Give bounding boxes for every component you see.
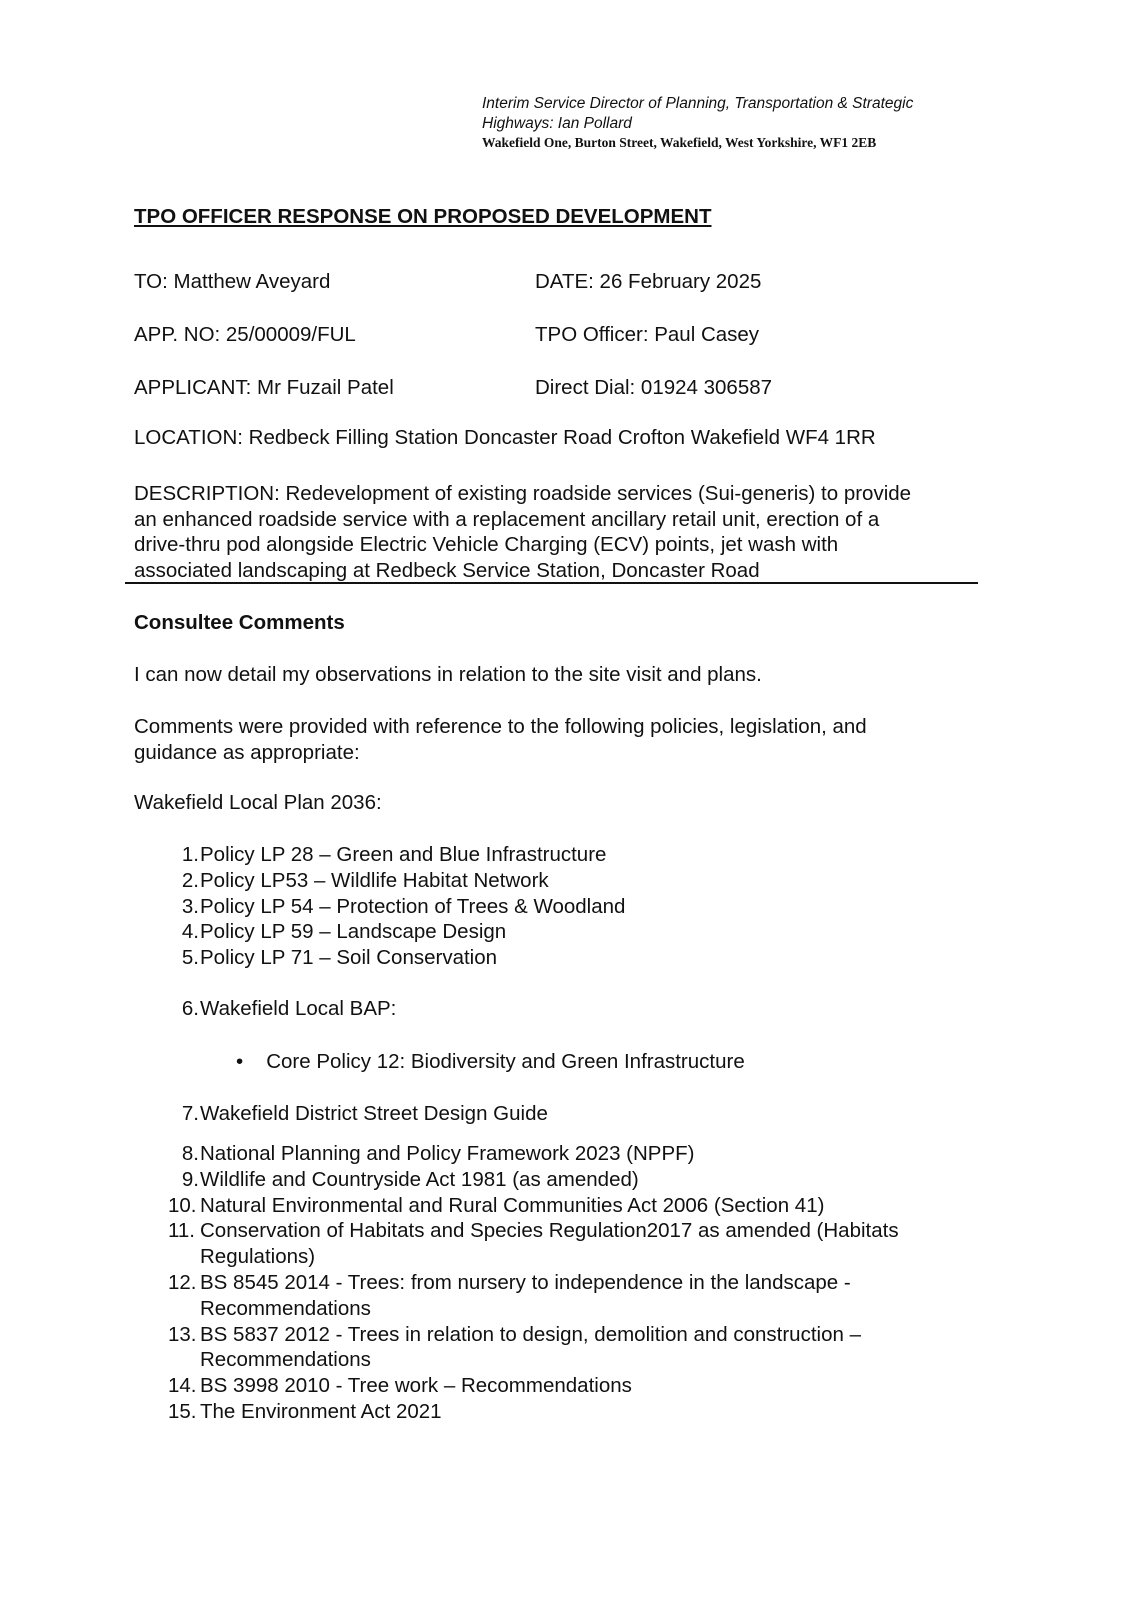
bullet-icon: • [236, 1050, 244, 1073]
list-number: 8. [181, 1142, 199, 1165]
paragraph-line: guidance as appropriate: [134, 740, 360, 764]
list-number: 7. [181, 1102, 199, 1125]
list-text [200, 1399, 442, 1425]
list-number: 6. [181, 997, 199, 1020]
list-text-line: Policy LP 54 – Protection of Trees & Woodland [200, 894, 626, 918]
description-line: DESCRIPTION: Redevelopment of existing roadside services (Sui-generis) to provide [134, 482, 912, 505]
list-item [134, 1167, 899, 1193]
list-text [200, 1218, 899, 1270]
list-number: 12. [168, 1270, 197, 1294]
list-item [134, 1218, 899, 1270]
header-director-name: Highways: Ian Pollard [482, 115, 632, 132]
list-text-line: Regulations) [200, 1245, 316, 1269]
list-text-line: BS 5837 2012 - Trees in relation to design, demolition and construction – [200, 1322, 861, 1346]
list-number: 1. [181, 843, 199, 866]
document-title: TPO OFFICER RESPONSE ON PROPOSED DEVELOPMENT [134, 205, 712, 228]
field-officer: TPO Officer: Paul Casey [535, 323, 760, 346]
list-item [134, 868, 625, 894]
list-item [134, 945, 625, 971]
policy-list-item-6 [134, 996, 396, 1022]
bullet-text: Core Policy 12: Biodiversity and Green Infrastructure [266, 1050, 745, 1073]
list-text [200, 945, 497, 971]
list-text-line: Policy LP 71 – Soil Conservation [200, 946, 498, 970]
list-text-line: BS 3998 2010 - Tree work – Recommendations [200, 1374, 632, 1398]
list-text-line: Policy LP 28 – Green and Blue Infrastructure [200, 843, 607, 866]
list-number: 10. [168, 1193, 197, 1217]
list-item [134, 1141, 899, 1167]
list-text [200, 919, 506, 945]
description-line: an enhanced roadside service with a replacement ancillary retail unit, erection of a [134, 507, 880, 531]
consultee-heading: Consultee Comments [134, 611, 345, 634]
field-direct-dial: Direct Dial: 01924 306587 [535, 376, 773, 399]
paragraph-line: Comments were provided with reference to the following policies, legislation, and [134, 715, 867, 738]
description-line: associated landscaping at Redbeck Service Station, Doncaster Road [134, 558, 760, 582]
list-number: 9. [181, 1167, 199, 1191]
field-applicant: APPLICANT: Mr Fuzail Patel [134, 376, 394, 399]
field-location: LOCATION: Redbeck Filling Station Doncaster Road Crofton Wakefield WF4 1RR [134, 426, 876, 449]
header-address: Wakefield One, Burton Street, Wakefield, West Yorkshire, WF1 2EB [482, 135, 877, 150]
list-number: 2. [181, 868, 199, 892]
list-text [200, 1141, 695, 1167]
list-text-line: Policy LP53 – Wildlife Habitat Network [200, 868, 549, 892]
list-number: 15. [168, 1399, 197, 1423]
list-text [200, 842, 606, 868]
list-item [134, 919, 625, 945]
policy-list-a [134, 842, 625, 971]
header-director: Interim Service Director of Planning, Transportation & Strategic [482, 95, 914, 112]
list-text-line: Policy LP 59 – Landscape Design [200, 920, 507, 944]
list-text-line: Recommendations [200, 1348, 371, 1372]
list-text [200, 1270, 851, 1322]
paragraph-observations: I can now detail my observations in relation to the site visit and plans. [134, 663, 762, 686]
list-text-line: BS 8545 2014 - Trees: from nursery to independence in the landscape - [200, 1270, 851, 1294]
policy-list-b [134, 1141, 899, 1425]
list-text [200, 894, 625, 920]
paragraph-references [134, 714, 867, 765]
policy-list-item-7 [134, 1101, 548, 1127]
list-text-line: Conservation of Habitats and Species Regulation2017 as amended (Habitats [200, 1219, 899, 1243]
list-item [134, 1399, 899, 1425]
list-text-line: Recommendations [200, 1296, 371, 1320]
field-description [134, 481, 984, 583]
list-number: 11. [168, 1219, 195, 1243]
list-text [200, 1373, 632, 1399]
list-item [134, 842, 625, 868]
list-text [200, 1193, 824, 1219]
list-item [134, 1322, 899, 1374]
list-number: 14. [168, 1374, 197, 1398]
list-text-line: National Planning and Policy Framework 2023 (NPPF) [200, 1142, 695, 1165]
list-number: 4. [181, 920, 199, 944]
list-item [134, 1373, 899, 1399]
list-item [134, 1193, 899, 1219]
list-text: Wakefield Local BAP: [200, 997, 397, 1020]
list-text-line: Wildlife and Countryside Act 1981 (as amended) [200, 1167, 639, 1191]
field-to: TO: Matthew Aveyard [134, 270, 331, 293]
list-text: Wakefield District Street Design Guide [200, 1102, 548, 1125]
list-text [200, 868, 549, 894]
list-text [200, 1322, 861, 1374]
list-item [134, 1270, 899, 1322]
bullet-item [236, 1050, 745, 1074]
field-date: DATE: 26 February 2025 [535, 270, 762, 293]
list-text [200, 1167, 639, 1193]
list-text-line: Natural Environmental and Rural Communities Act 2006 (Section 41) [200, 1193, 825, 1217]
list-text-line: The Environment Act 2021 [200, 1399, 442, 1423]
list-item [134, 894, 625, 920]
list-number: 5. [181, 946, 199, 970]
list-number: 13. [168, 1322, 197, 1346]
list-number: 3. [181, 894, 199, 918]
field-app-no: APP. NO: 25/00009/FUL [134, 323, 356, 346]
description-line: drive-thru pod alongside Electric Vehicle Charging (ECV) points, jet wash with [134, 533, 839, 557]
divider [125, 582, 978, 584]
plan-heading: Wakefield Local Plan 2036: [134, 791, 382, 814]
